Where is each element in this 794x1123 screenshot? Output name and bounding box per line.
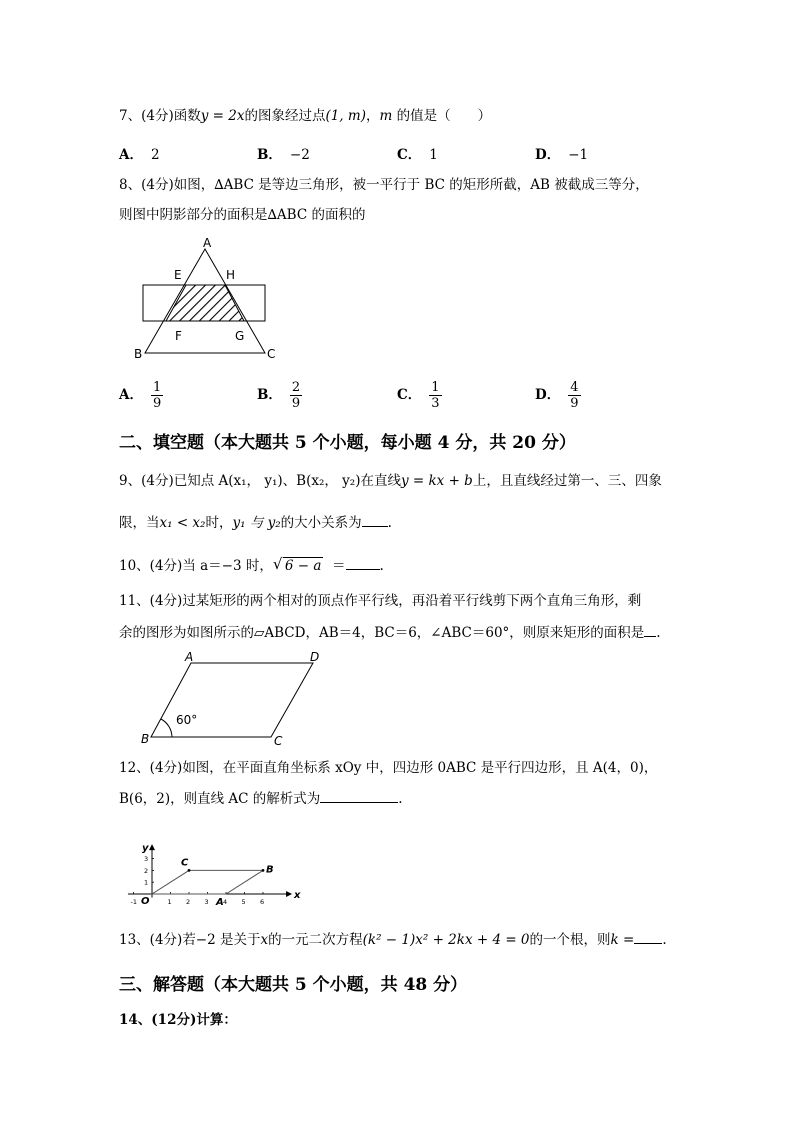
question-8-line1 (119, 175, 649, 195)
q8-shaded-region (166, 285, 244, 321)
q7-text-b: 的图象经过点 (244, 108, 326, 124)
q8-label-c: C (267, 347, 276, 361)
y-tick-label: 2 (144, 866, 149, 875)
q8-line1: 如图，∆ABC 是等边三角形，被一平行于 BC 的矩形所截，AB 被截成三等分， (173, 177, 649, 193)
question-11-line2 (119, 622, 661, 643)
q12-period: . (398, 791, 403, 807)
q9-line1-a: 已知点 A(x₁， y₁)、B(x₂， y₂)在直线 (173, 473, 401, 489)
q9-line2-a: 限，当 (119, 515, 160, 531)
q8-option-a: A． $\frac{1}{9}$ (119, 380, 162, 411)
q12-coordinate-figure (124, 812, 301, 912)
x-axis-arrow-icon (286, 891, 292, 897)
point-c-dot (188, 869, 191, 872)
question-11-line1 (119, 591, 641, 611)
q13-answer-blank[interactable] (634, 929, 662, 944)
q7-number: 7、(4分) (119, 108, 174, 124)
q7-text-a: 函数 (173, 108, 201, 124)
q12-number: 12、(4分) (119, 760, 183, 776)
q10-sqrt (273, 556, 324, 576)
q11-number: 11、(4分) (119, 593, 183, 609)
q13-equation: (k² − 1)x² + 2kx + 4 = 0 (362, 932, 530, 948)
question-8-line2: 则图中阴影部分的面积是∆ABC 的面积的 (119, 207, 366, 223)
q8-label-b: B (134, 347, 143, 361)
y-axis-arrow-icon (149, 844, 155, 850)
q13-k-equals: k = (610, 932, 635, 948)
q13-period: . (662, 932, 667, 948)
parallelogram-oabc (152, 870, 263, 894)
y-tick-label: 1 (144, 878, 149, 887)
q8-option-b: B． $\frac{2}{9}$ (257, 380, 301, 411)
point-a-label: A (216, 897, 224, 908)
question-7 (119, 106, 491, 126)
q11-line1: 过某矩形的两个相对的顶点作平行线，再沿着平行线剪下两个直角三角形，剩 (182, 593, 642, 609)
x-tick-label: 2 (186, 898, 191, 906)
q8-triangle-figure (130, 236, 280, 366)
q7-option-c: C． 1 (397, 147, 438, 163)
q7-var-m: m (379, 108, 393, 124)
question-9-line2 (119, 512, 392, 533)
x-tick-label: -1 (130, 898, 137, 906)
q7-text-c: ， (365, 108, 380, 124)
question-12-line1 (119, 758, 657, 778)
q8-label-e: E (174, 268, 182, 282)
q11-label-d: D (310, 650, 320, 664)
q9-line2-d: 的大小关系为 (280, 515, 362, 531)
x-tick-label: 3 (204, 898, 209, 906)
q9-number: 9、(4分) (119, 473, 174, 489)
q7-point: (1, m) (325, 108, 366, 124)
y-tick-label: 3 (144, 855, 149, 864)
point-b-dot (262, 869, 265, 872)
q9-line2-b: 时， (205, 515, 233, 531)
q10-sqrt-content: 6 − a (284, 558, 322, 574)
q8-label-h: H (226, 268, 236, 282)
question-9-line1 (119, 471, 662, 491)
q11-answer-blank[interactable] (644, 622, 656, 637)
q13-text-c: 的一个根，则 (529, 932, 611, 948)
q8-option-c: C． $\frac{1}{3}$ (397, 380, 440, 411)
q9-line1-b: 上，且直线经过第一、三、四象 (472, 473, 662, 489)
y-axis-label: y (142, 843, 149, 855)
q12-answer-blank[interactable] (320, 788, 398, 803)
question-13 (119, 929, 667, 950)
q8-label-a: A (203, 236, 212, 250)
question-14 (119, 1010, 237, 1030)
q8-label-f: F (175, 329, 182, 343)
q10-answer-blank[interactable] (346, 555, 380, 570)
q12-line1: 如图，在平面直角坐标系 xOy 中，四边形 0ABC 是平行四边形，且 A(4，0)， (182, 760, 658, 776)
q9-period: . (387, 515, 392, 531)
x-tick-label: 6 (260, 898, 265, 906)
q8-option-d: D． $\frac{4}{9}$ (535, 380, 579, 411)
point-b-label: B (266, 864, 274, 876)
sqrt-symbol-icon: √ (272, 555, 283, 573)
q11-parallelogram-figure (138, 651, 338, 746)
q11-label-c: C (274, 734, 283, 748)
section-2-heading: 二、填空题（本大题共 5 个小题，每小题 4 分，共 20 分） (119, 433, 576, 453)
q10-number: 10、(4分) (119, 558, 183, 574)
q7-function-formula: y = 2x (200, 108, 245, 124)
q13-var-x: x (260, 932, 269, 948)
x-tick-label: 4 (223, 898, 228, 906)
q9-line2-c: y₁ 与 y₂ (232, 515, 281, 531)
x-axis-label: x (294, 890, 301, 901)
point-c-label: C (181, 857, 189, 869)
q11-label-a: A (185, 650, 194, 664)
q14-text: 计算： (196, 1012, 237, 1028)
q11-period: . (656, 625, 661, 641)
q10-period: . (379, 558, 384, 574)
origin-label: O (141, 896, 150, 907)
question-12-line2 (119, 788, 403, 809)
section-3-heading: 三、解答题（本大题共 5 个小题，共 48 分） (119, 975, 468, 995)
q13-text-b: 的一元二次方程 (268, 932, 363, 948)
question-10 (119, 555, 384, 576)
q9-condition: x₁ < x₂ (159, 515, 206, 531)
q12-line2-a: B(6，2)，则直线 AC 的解析式为 (119, 791, 321, 807)
q11-angle-label: 60° (176, 713, 198, 727)
q11-line2: 余的图形为如图所示的▱ABCD，AB＝4，BC＝6，∠ABC＝60°，则原来矩形的面积是 (119, 625, 645, 641)
q8-label-g: G (235, 329, 245, 343)
q13-text-a: 若−2 是关于 (182, 932, 261, 948)
q11-angle-arc (161, 719, 172, 737)
q9-answer-blank[interactable] (362, 512, 388, 527)
q7-option-a: A． 2 (119, 147, 160, 163)
x-tick-label: 5 (241, 898, 246, 906)
q7-option-d: D． −1 (535, 147, 589, 163)
q7-text-d: 的值是（ ） (396, 108, 492, 124)
q14-number: 14、(12分) (119, 1012, 197, 1028)
q10-text-a: 当 a＝−3 时， (182, 558, 273, 574)
q7-option-b: B． −2 (257, 147, 310, 163)
x-tick-label: 1 (167, 898, 172, 906)
q8-number: 8、(4分) (119, 177, 174, 193)
q13-number: 13、(4分) (119, 932, 183, 948)
q10-equals: ＝ (332, 558, 346, 574)
q11-label-b: B (141, 732, 150, 746)
q9-line-formula: y = kx + b (400, 473, 473, 489)
